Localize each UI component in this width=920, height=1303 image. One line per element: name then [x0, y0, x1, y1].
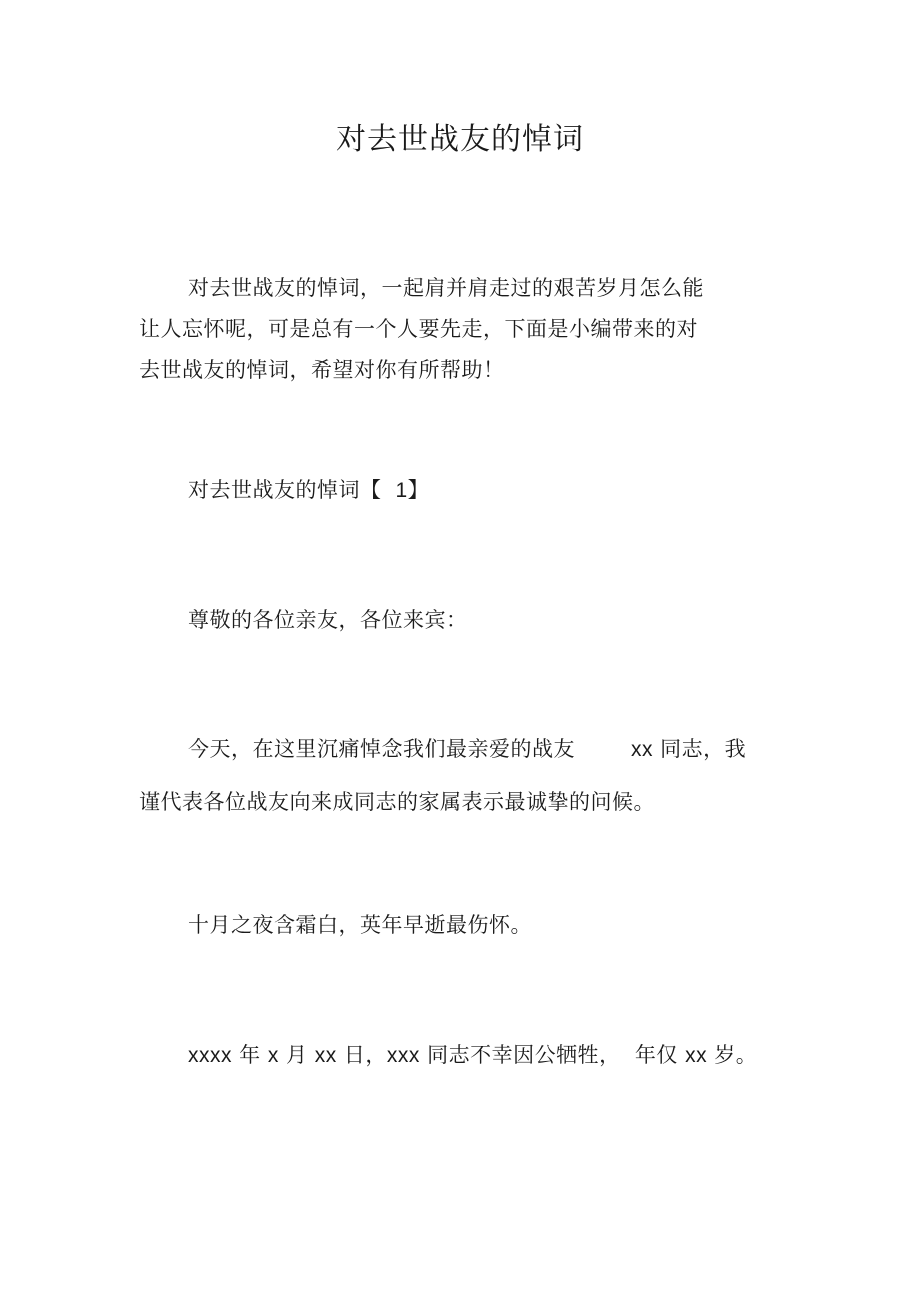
- paragraph-1-line-2: 谨代表各位战友向来成同志的家属表示最诚挚的问候。: [139, 790, 655, 814]
- document-title: 对去世战友的悼词: [336, 122, 584, 157]
- age-placeholder: xx: [685, 1044, 708, 1067]
- paragraph-2: [139, 905, 779, 946]
- year-placeholder: xxxx: [188, 1044, 232, 1067]
- paragraph-2-text: 十月之夜含霜白，英年早逝最伤怀。: [188, 913, 532, 937]
- age-label: 岁。: [707, 1043, 758, 1067]
- month-placeholder: x: [267, 1044, 279, 1067]
- name-placeholder: xxx: [386, 1044, 420, 1067]
- section-heading-text: 对去世战友的悼词【: [188, 478, 382, 502]
- salutation-text: 尊敬的各位亲友，各位来宾：: [188, 608, 468, 632]
- intro-line-3: 去世战友的悼词，希望对你有所帮助！: [139, 358, 505, 382]
- month-label: 月: [278, 1043, 315, 1067]
- paragraph-1-placeholder: xx: [631, 738, 653, 761]
- section-heading-number: 1】: [395, 479, 430, 502]
- day-placeholder: xx: [314, 1044, 337, 1067]
- paragraph-1: [139, 729, 779, 823]
- paragraph-1-part-2: 同志，我: [653, 737, 747, 761]
- salutation: [139, 600, 779, 641]
- intro-line-2: 让人忘怀呢，可是总有一个人要先走，下面是小编带来的对: [139, 317, 698, 341]
- intro-line-1: 对去世战友的悼词，一起肩并肩走过的艰苦岁月怎么能: [188, 276, 704, 300]
- paragraph-1-part-1: 今天，在这里沉痛悼念我们最亲爱的战友: [188, 737, 575, 761]
- day-label: 日，: [336, 1043, 387, 1067]
- section-heading: [139, 470, 779, 511]
- sacrifice-text: 同志不幸因公牺牲， 年仅: [419, 1043, 686, 1067]
- intro-paragraph: [139, 268, 779, 391]
- paragraph-3: [139, 1035, 779, 1076]
- year-label: 年: [232, 1043, 268, 1067]
